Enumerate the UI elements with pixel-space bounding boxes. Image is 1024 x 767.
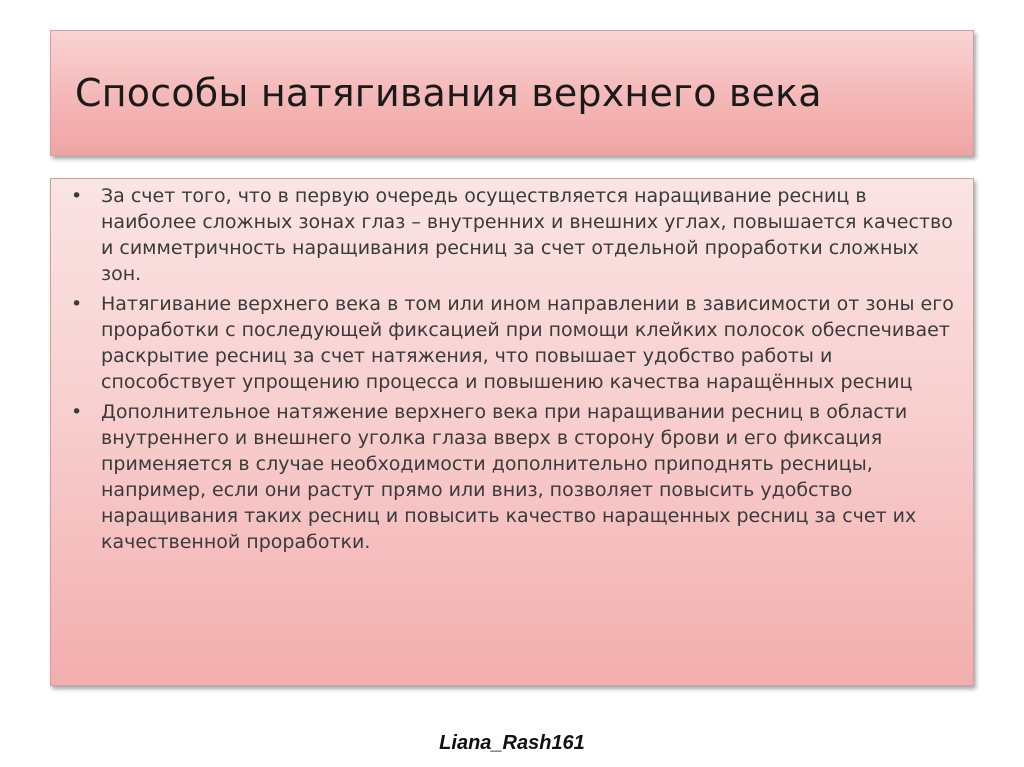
bullet-list [61, 183, 955, 555]
bullet-item [61, 399, 955, 555]
content-box [50, 178, 974, 686]
bullet-marker: • [71, 401, 83, 423]
bullet-text: За счет того, что в первую очередь осуществляется наращивание ресниц в наиболее сложных зонах глаз – внутренних и внешних углах, повышается качество и симметричность наращивания ресниц за счет отдельной проработки сложных зон. [101, 185, 953, 285]
author-credit: Liana_Rash161 [439, 732, 585, 754]
bullet-text: Натягивание верхнего века в том или ином направлении в зависимости от зоны его проработки с последующей фиксацией при помощи клейких полосок обеспечивает раскрытие ресниц за счет натяжения, что повышает удобство работы и способствует упрощению процесса и повышению качества наращённых ресниц [101, 293, 954, 393]
slide-title: Способы натягивания верхнего века [75, 71, 822, 115]
bullet-marker: • [71, 185, 83, 207]
bullet-item [61, 183, 955, 287]
bullet-item [61, 291, 955, 395]
bullet-marker: • [71, 293, 83, 315]
title-box [50, 30, 974, 156]
bullet-text: Дополнительное натяжение верхнего века при наращивании ресниц в области внутреннего и внешнего уголка глаза вверх в сторону брови и его фиксация применяется в случае необходимости дополнительно приподнять ресницы, например, если они растут прямо или вниз, позволяет повысить удобство наращивания таких ресниц и повысить качество наращенных ресниц за счет их качественной проработки. [101, 401, 917, 553]
